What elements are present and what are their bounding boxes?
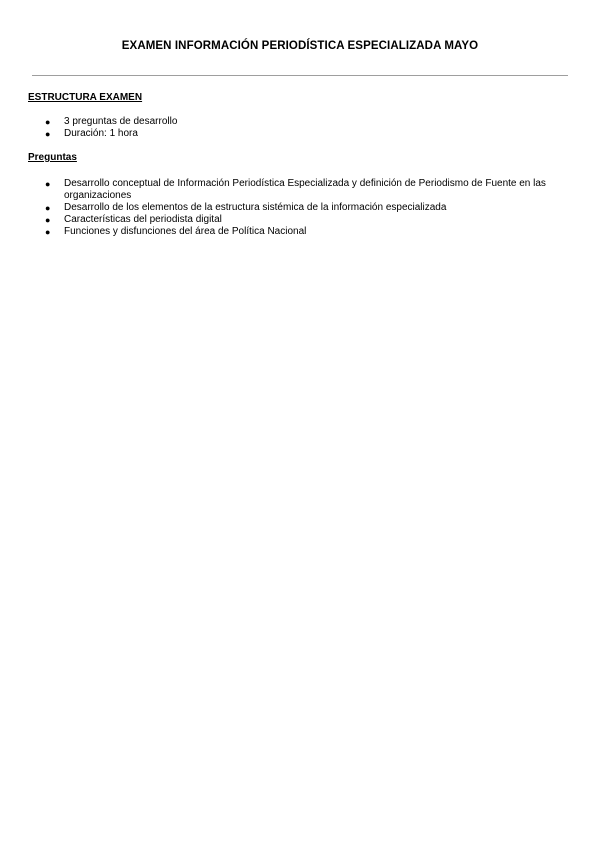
bullet-icon: ●: [45, 179, 51, 189]
bullet-icon: ●: [45, 129, 51, 139]
list-item-text: Funciones y disfunciones del área de Política Nacional: [64, 226, 307, 237]
list-item-text: Características del periodista digital: [64, 214, 222, 225]
list-item-text: Desarrollo de los elementos de la estructura sistémica de la información especializada: [64, 202, 447, 213]
list-item-text: 3 preguntas de desarrollo: [64, 116, 178, 127]
document-title: EXAMEN INFORMACIÓN PERIODÍSTICA ESPECIALIZADA MAYO: [121, 40, 479, 52]
list-item-text: Desarrollo conceptual de Información Periodística Especializada y definición de Periodismo de Fuente en las organizaciones: [64, 178, 546, 201]
list-item: [0, 178, 548, 202]
list-item: [0, 116, 548, 128]
bullet-icon: ●: [45, 227, 51, 237]
bullet-icon: ●: [45, 215, 51, 225]
preguntas-list: [0, 178, 548, 238]
list-item: [0, 214, 548, 226]
bullet-icon: ●: [45, 117, 51, 127]
list-item: [0, 226, 548, 238]
estructura-list: [0, 116, 548, 140]
list-item: [0, 128, 548, 140]
section-heading-preguntas: Preguntas: [28, 152, 77, 163]
list-item: [0, 202, 548, 214]
horizontal-divider: [32, 75, 568, 76]
bullet-icon: ●: [45, 203, 51, 213]
list-item-text: Duración: 1 hora: [64, 128, 138, 139]
section-heading-estructura: ESTRUCTURA EXAMEN: [28, 92, 143, 103]
